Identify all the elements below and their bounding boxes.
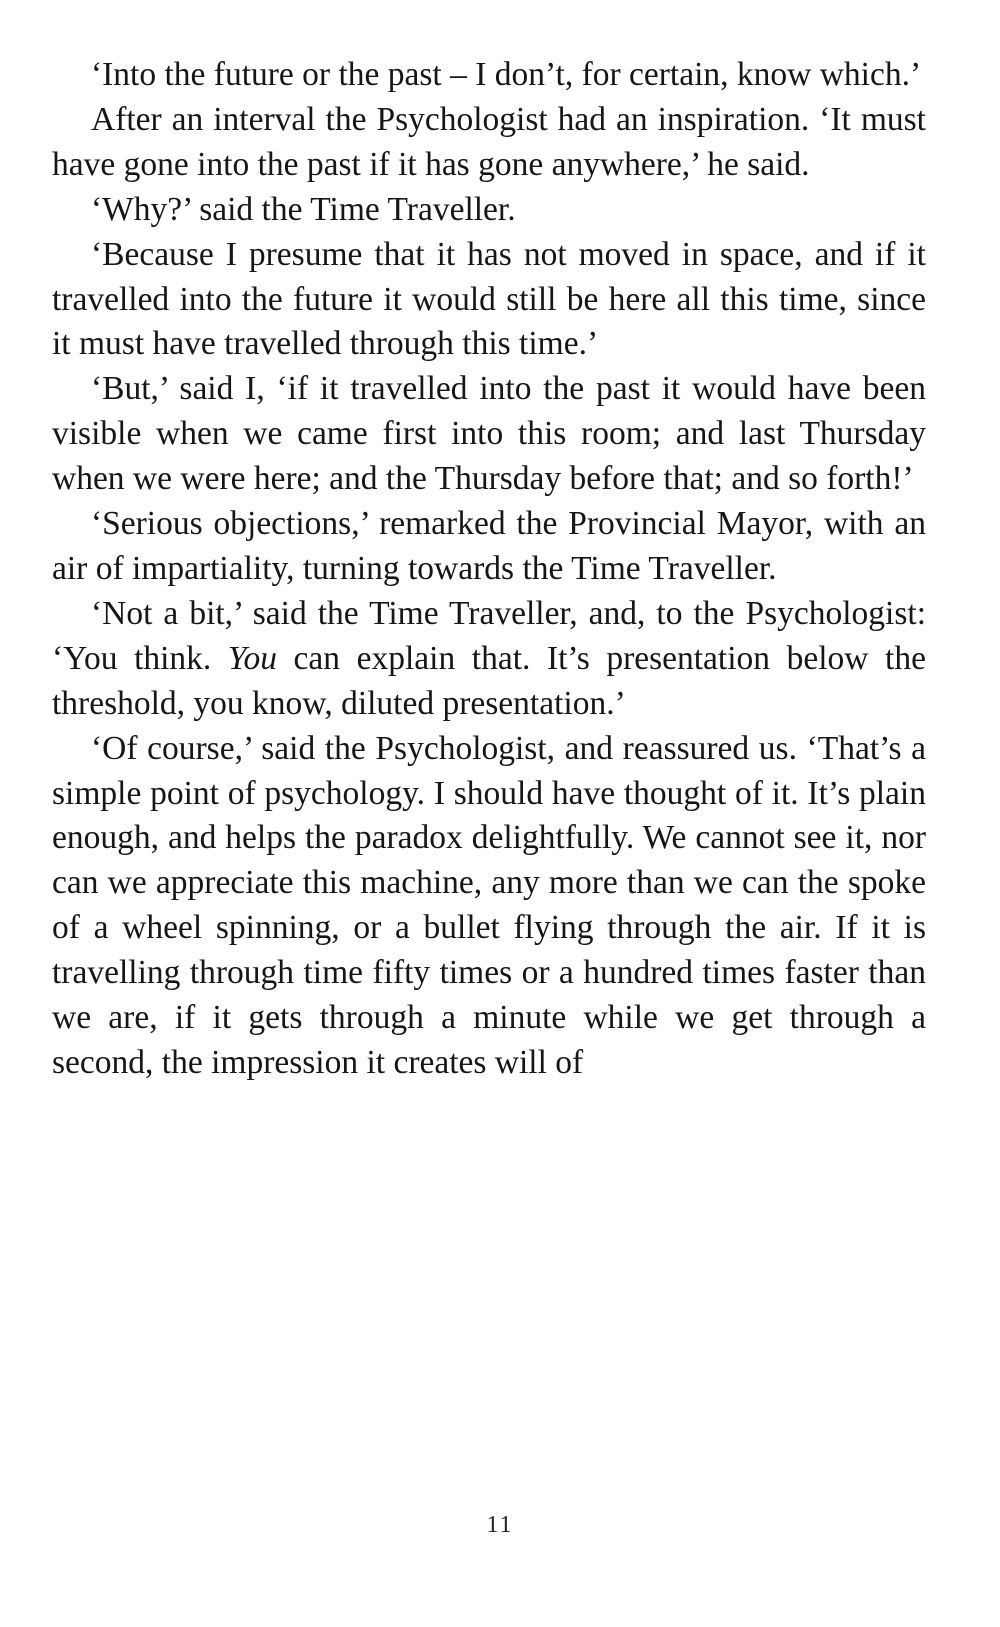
text-run: can explain that. It’s presentation below the threshold, you know, diluted presentation.’ (52, 639, 926, 722)
text-run: ‘Into the future or the past – I don’t, for certain, know which.’ (91, 56, 922, 93)
text-run: ‘Why?’ said the Time Traveller. (91, 190, 516, 228)
paragraph (52, 502, 926, 592)
paragraph (52, 98, 926, 188)
paragraph (52, 53, 926, 98)
text-run: ‘Of course,’ said the Psychologist, and reassured us. ‘That’s a simple point of psychology. I should have thought of it. It’s plain enough, and helps the paradox delightfully. We cannot see it, nor can we appreciate this machine, any more than we can the spoke of a wheel spinning, or a bullet flying through the air. If it is travelling through time fifty times or a hundred times faster than we are, if it gets through a minute while we get through a second, the impression it creates will of (52, 729, 926, 1081)
text-run: After an interval the Psychologist had an inspiration. ‘It must have gone into the past if it has gone anywhere,’ he said. (52, 100, 926, 183)
paragraph (52, 233, 926, 368)
italic-emphasis: You (227, 639, 277, 677)
paragraph (52, 592, 926, 727)
paragraph (52, 188, 926, 233)
text-run: ‘Serious objections,’ remarked the Provincial Mayor, with an air of impartiality, turning towards the Time Traveller. (52, 505, 926, 587)
page-number: 11 (486, 1512, 514, 1538)
text-run: ‘Not a bit,’ said the Time Traveller, and, to the Psychologist: ‘You think. (52, 594, 926, 677)
paragraph (52, 367, 926, 502)
text-run: ‘Because I presume that it has not moved in space, and if it travelled into the future it would still be here all this time, since it must have travelled through this time.’ (52, 235, 926, 363)
body-text (52, 53, 926, 1086)
text-run: ‘But,’ said I, ‘if it travelled into the past it would have been visible when we came first into this room; and last Thursday when we were here; and the Thursday before that; and so forth!’ (52, 370, 926, 498)
paragraph (52, 727, 926, 1086)
